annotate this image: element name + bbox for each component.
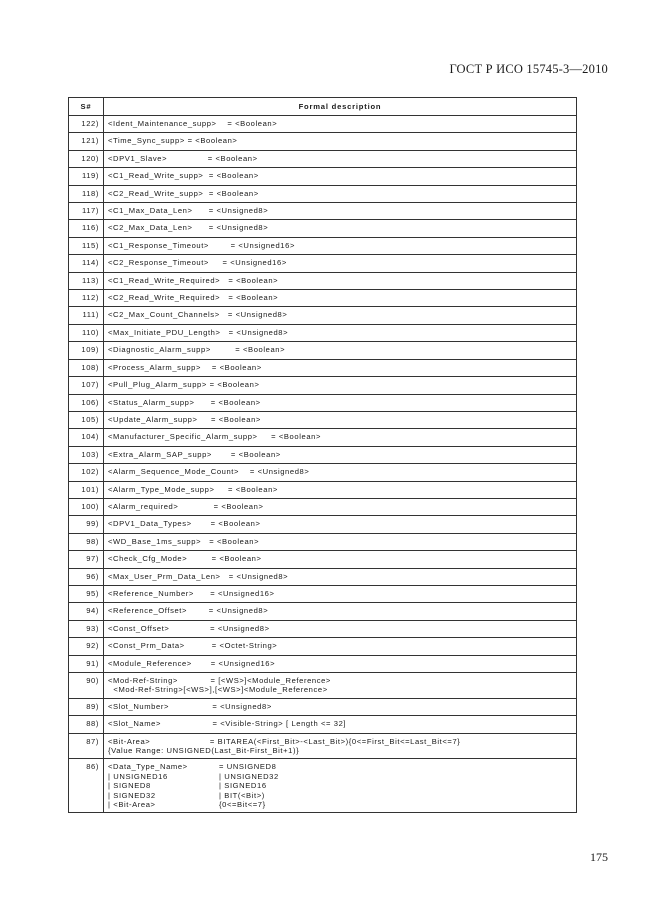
table-row xyxy=(69,673,577,699)
row-number: 118) xyxy=(69,185,104,202)
row-description: <C2_Max_Count_Channels> = <Unsigned8> xyxy=(104,307,577,324)
table-row xyxy=(69,168,577,185)
row-description: <C2_Read_Write_Required> = <Boolean> xyxy=(104,290,577,307)
table-row xyxy=(69,237,577,254)
type-definition-line xyxy=(108,772,572,781)
table-row xyxy=(69,290,577,307)
table-row xyxy=(69,377,577,394)
row-number: 105) xyxy=(69,411,104,428)
row-number: 94) xyxy=(69,603,104,620)
row-number: 113) xyxy=(69,272,104,289)
row-description: <Alarm_Sequence_Mode_Count> = <Unsigned8> xyxy=(104,464,577,481)
row-number: 91) xyxy=(69,655,104,672)
formal-description-table xyxy=(68,97,577,813)
type-right: | SIGNED16 xyxy=(219,781,267,791)
row-number: 120) xyxy=(69,150,104,167)
type-definition-line xyxy=(108,781,572,790)
table-row xyxy=(69,655,577,672)
column-header-formal-description: Formal description xyxy=(104,98,577,116)
row-number: 101) xyxy=(69,481,104,498)
row-number: 89) xyxy=(69,698,104,715)
row-description: <C2_Read_Write_supp> = <Boolean> xyxy=(104,185,577,202)
row-number: 114) xyxy=(69,255,104,272)
row-description: <C1_Response_Timeout> = <Unsigned16> xyxy=(104,237,577,254)
row-description: <Const_Prm_Data> = <Octet-String> xyxy=(104,638,577,655)
row-description: <Max_User_Prm_Data_Len> = <Unsigned8> xyxy=(104,568,577,585)
row-description: <Alarm_Type_Mode_supp> = <Boolean> xyxy=(104,481,577,498)
table-row xyxy=(69,464,577,481)
table-row xyxy=(69,638,577,655)
row-number: 99) xyxy=(69,516,104,533)
document-header: ГОСТ Р ИСО 15745-3—2010 xyxy=(449,62,608,76)
table-row xyxy=(69,446,577,463)
row-description: <Time_Sync_supp> = <Boolean> xyxy=(104,133,577,150)
table-row xyxy=(69,481,577,498)
type-right: = UNSIGNED8 xyxy=(219,762,277,772)
row-number: 93) xyxy=(69,620,104,637)
table-row xyxy=(69,133,577,150)
row-number: 98) xyxy=(69,533,104,550)
row-number: 86) xyxy=(69,759,104,813)
table-row xyxy=(69,498,577,515)
table-row xyxy=(69,116,577,133)
row-number: 115) xyxy=(69,237,104,254)
type-definition-line xyxy=(108,762,572,771)
row-description: <Update_Alarm_supp> = <Boolean> xyxy=(104,411,577,428)
row-number: 119) xyxy=(69,168,104,185)
row-number: 111) xyxy=(69,307,104,324)
row-number: 100) xyxy=(69,498,104,515)
description-line: <Mod-Ref-String> = [<WS>]<Module_Reference> xyxy=(108,676,331,685)
row-description: <Ident_Maintenance_supp> = <Boolean> xyxy=(104,116,577,133)
table-row xyxy=(69,516,577,533)
row-number: 87) xyxy=(69,733,104,759)
row-description: <Process_Alarm_supp> = <Boolean> xyxy=(104,359,577,376)
row-number: 92) xyxy=(69,638,104,655)
row-number: 97) xyxy=(69,551,104,568)
table-row xyxy=(69,307,577,324)
row-description: <C1_Read_Write_Required> = <Boolean> xyxy=(104,272,577,289)
row-description: <Status_Alarm_supp> = <Boolean> xyxy=(104,394,577,411)
table-row xyxy=(69,342,577,359)
row-description xyxy=(104,733,577,759)
row-description xyxy=(104,716,577,733)
row-number: 95) xyxy=(69,585,104,602)
description-line: <Slot_Number> = <Unsigned8> xyxy=(108,701,272,711)
type-left: | <Bit-Area> xyxy=(108,800,156,810)
type-right: | UNSIGNED32 xyxy=(219,771,279,781)
type-definition-line xyxy=(108,800,572,809)
row-description xyxy=(104,673,577,699)
row-description: <C1_Read_Write_supp> = <Boolean> xyxy=(104,168,577,185)
row-number: 110) xyxy=(69,324,104,341)
type-left: | SIGNED32 xyxy=(108,790,156,800)
type-left: | UNSIGNED16 xyxy=(108,771,168,781)
row-description: <Manufacturer_Specific_Alarm_supp> = <Boolean> xyxy=(104,429,577,446)
description-line: {Value Range: UNSIGNED(Last_Bit-First_Bit+1)} xyxy=(108,746,300,756)
type-left: | SIGNED8 xyxy=(108,781,151,791)
row-number: 96) xyxy=(69,568,104,585)
description-line: <Bit-Area> = BITAREA(<First_Bit>-<Last_Bit>){0<=First_Bit<=Last_Bit<=7} xyxy=(108,736,461,746)
table-row xyxy=(69,220,577,237)
table-row xyxy=(69,759,577,813)
table-row xyxy=(69,324,577,341)
table-row xyxy=(69,585,577,602)
row-number: 112) xyxy=(69,290,104,307)
row-number: 107) xyxy=(69,377,104,394)
description-line: <Mod-Ref-String>[<WS>],[<WS>]<Module_Reference> xyxy=(108,685,328,695)
page-number: 175 xyxy=(590,850,608,864)
row-description xyxy=(104,759,577,813)
row-number: 106) xyxy=(69,394,104,411)
row-description: <Check_Cfg_Mode> = <Boolean> xyxy=(104,551,577,568)
table-row xyxy=(69,716,577,733)
row-number: 122) xyxy=(69,116,104,133)
table-row xyxy=(69,698,577,715)
row-number: 121) xyxy=(69,133,104,150)
table-row xyxy=(69,568,577,585)
table-row xyxy=(69,203,577,220)
table-row xyxy=(69,185,577,202)
row-description: <Alarm_required> = <Boolean> xyxy=(104,498,577,515)
row-number: 90) xyxy=(69,673,104,699)
row-number: 103) xyxy=(69,446,104,463)
row-description: <Reference_Number> = <Unsigned16> xyxy=(104,585,577,602)
table-header-row xyxy=(69,98,577,116)
table-row xyxy=(69,620,577,637)
row-number: 104) xyxy=(69,429,104,446)
row-description: <Module_Reference> = <Unsigned16> xyxy=(104,655,577,672)
type-right: {0<=Bit<=7} xyxy=(219,800,266,810)
row-description: <Reference_Offset> = <Unsigned8> xyxy=(104,603,577,620)
row-description: <Diagnostic_Alarm_supp> = <Boolean> xyxy=(104,342,577,359)
row-number: 102) xyxy=(69,464,104,481)
row-number: 88) xyxy=(69,716,104,733)
table-row xyxy=(69,272,577,289)
table-row xyxy=(69,603,577,620)
row-number: 108) xyxy=(69,359,104,376)
row-number: 116) xyxy=(69,220,104,237)
row-description: <C2_Response_Timeout> = <Unsigned16> xyxy=(104,255,577,272)
row-description: <DPV1_Data_Types> = <Boolean> xyxy=(104,516,577,533)
table-row xyxy=(69,733,577,759)
table-row xyxy=(69,359,577,376)
table-row xyxy=(69,551,577,568)
table-row xyxy=(69,150,577,167)
type-definition-line xyxy=(108,791,572,800)
row-number: 117) xyxy=(69,203,104,220)
row-description: <Max_Initiate_PDU_Length> = <Unsigned8> xyxy=(104,324,577,341)
row-description: <C1_Max_Data_Len> = <Unsigned8> xyxy=(104,203,577,220)
row-description: <Pull_Plug_Alarm_supp> = <Boolean> xyxy=(104,377,577,394)
row-description: <DPV1_Slave> = <Boolean> xyxy=(104,150,577,167)
table-row xyxy=(69,411,577,428)
column-header-sn: S# xyxy=(69,98,104,116)
row-number: 109) xyxy=(69,342,104,359)
row-description: <C2_Max_Data_Len> = <Unsigned8> xyxy=(104,220,577,237)
row-description: <Extra_Alarm_SAP_supp> = <Boolean> xyxy=(104,446,577,463)
row-description: <Const_Offset> = <Unsigned8> xyxy=(104,620,577,637)
description-line: <Slot_Name> = <Visible-String> [ Length <= 32] xyxy=(108,719,347,729)
type-left: <Data_Type_Name> xyxy=(108,762,188,772)
table-row xyxy=(69,255,577,272)
row-description xyxy=(104,698,577,715)
table-row xyxy=(69,533,577,550)
type-right: | BIT(<Bit>) xyxy=(219,790,265,800)
row-description: <WD_Base_1ms_supp> = <Boolean> xyxy=(104,533,577,550)
table-row xyxy=(69,394,577,411)
table-row xyxy=(69,429,577,446)
